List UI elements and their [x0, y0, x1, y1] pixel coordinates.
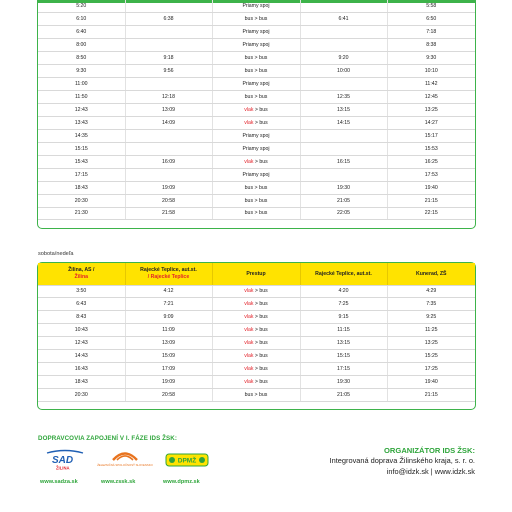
table-cell: [300, 168, 387, 181]
table-cell: 21:30: [38, 207, 125, 220]
table-cell: 11:09: [125, 324, 212, 337]
table-cell: [300, 129, 387, 142]
train-label: vlak: [244, 327, 254, 334]
header-zilina: Žilina, AS / Žilina: [38, 263, 125, 285]
table-row: [38, 337, 475, 350]
table-cell: 17:15: [300, 363, 387, 376]
table-cell: 17:53: [387, 168, 475, 181]
table-cell: 6:43: [38, 298, 125, 311]
table-cell: 14:35: [38, 129, 125, 142]
zssk-link[interactable]: www.zssk.sk: [101, 479, 136, 485]
table-cell: 6:10: [38, 13, 125, 26]
train-label: vlak: [244, 301, 254, 308]
table-cell: [125, 78, 212, 91]
carriers-title: DOPRAVCOVIA ZAPOJENÍ V I. FÁZE IDS ŽSK:: [38, 435, 178, 442]
table-cell: 9:30: [387, 52, 475, 65]
svg-text:ŽELEZNIČNÁ SPOLOČNOSŤ SLOVENSK: ŽELEZNIČNÁ SPOLOČNOSŤ SLOVENSKO: [97, 463, 153, 467]
table-cell: Priamy spoj: [212, 39, 300, 52]
train-label: vlak: [244, 379, 254, 386]
table-cell: bus > bus: [212, 91, 300, 104]
table-cell: [125, 129, 212, 142]
table-cell: 4:12: [125, 285, 212, 298]
table-row: [38, 39, 475, 52]
table-cell: 11:50: [38, 91, 125, 104]
table-cell: [125, 168, 212, 181]
table-cell: 19:09: [125, 181, 212, 194]
table-row: [38, 155, 475, 168]
table-cell: 22:05: [300, 207, 387, 220]
table-cell: 12:43: [38, 104, 125, 117]
organizer-contact[interactable]: info@idzk.sk | www.idzk.sk: [386, 467, 475, 476]
table-cell: 8:38: [387, 39, 475, 52]
table-cell: 19:09: [125, 376, 212, 389]
table-cell: 13:15: [300, 104, 387, 117]
table-cell: [125, 39, 212, 52]
zssk-logo[interactable]: [97, 449, 153, 473]
table-cell: 16:09: [125, 155, 212, 168]
table-cell: 13:25: [387, 337, 475, 350]
table-cell: 20:58: [125, 389, 212, 402]
header-prestup: Prestup: [212, 263, 300, 285]
table-cell: bus > bus: [212, 389, 300, 402]
table-cell: 9:20: [300, 52, 387, 65]
table-cell: 5:58: [387, 0, 475, 13]
table-cell: [212, 298, 300, 311]
table-cell: 14:15: [300, 116, 387, 129]
header-rajecke-teplice-departure: Rajecké Teplice, aut.st.: [300, 263, 387, 285]
table-row: [38, 194, 475, 207]
table-cell: 17:09: [125, 363, 212, 376]
table-cell: 17:25: [387, 363, 475, 376]
table-cell: 5:20: [38, 0, 125, 13]
table-cell: 11:25: [387, 324, 475, 337]
table-cell: 11:00: [38, 78, 125, 91]
transfer-rest: > bus: [253, 301, 268, 308]
table-cell: [125, 142, 212, 155]
table-cell: bus > bus: [212, 181, 300, 194]
dpmz-logo[interactable]: [165, 452, 209, 468]
table-cell: 9:15: [300, 311, 387, 324]
table-cell: 4:20: [300, 285, 387, 298]
table-cell: 9:30: [38, 65, 125, 78]
table-cell: 11:15: [300, 324, 387, 337]
table-cell: 9:25: [387, 311, 475, 324]
table-cell: Priamy spoj: [212, 0, 300, 13]
table-cell: [212, 155, 300, 168]
table-cell: [212, 337, 300, 350]
table-cell: [212, 350, 300, 363]
table-cell: 15:53: [387, 142, 475, 155]
table-cell: 7:35: [387, 298, 475, 311]
table-cell: [212, 324, 300, 337]
table-cell: 8:43: [38, 311, 125, 324]
train-label: vlak: [244, 366, 254, 373]
table-cell: 8:00: [38, 39, 125, 52]
transfer-rest: > bus: [253, 288, 268, 295]
table-row: [38, 311, 475, 324]
table-row: [38, 363, 475, 376]
table-cell: 19:30: [300, 376, 387, 389]
table-cell: 11:42: [387, 78, 475, 91]
table-row: [38, 91, 475, 104]
table-row: [38, 0, 475, 13]
table-row: [38, 116, 475, 129]
weekend-section-label: sobota/nedeľa: [38, 251, 74, 257]
table-cell: 21:15: [387, 389, 475, 402]
table-cell: 13:09: [125, 104, 212, 117]
table-cell: 10:10: [387, 65, 475, 78]
table-cell: [212, 116, 300, 129]
table-cell: 13:25: [387, 104, 475, 117]
table-cell: 20:30: [38, 389, 125, 402]
sadza-link[interactable]: www.sadza.sk: [40, 479, 78, 485]
table-cell: Priamy spoj: [212, 78, 300, 91]
table-cell: 18:43: [38, 376, 125, 389]
transfer-rest: > bus: [253, 366, 268, 373]
table-cell: 17:15: [38, 168, 125, 181]
table-cell: [300, 26, 387, 39]
table-row: [38, 13, 475, 26]
table-cell: [212, 311, 300, 324]
table-cell: 15:09: [125, 350, 212, 363]
header-kunerad: Kunerad, ZŠ: [387, 263, 475, 285]
table-cell: 21:15: [387, 194, 475, 207]
table-cell: 7:25: [300, 298, 387, 311]
table-cell: 14:09: [125, 116, 212, 129]
table-cell: 12:45: [387, 91, 475, 104]
table-cell: 15:25: [387, 350, 475, 363]
transfer-rest: > bus: [253, 158, 268, 165]
table-cell: Priamy spoj: [212, 168, 300, 181]
transfer-rest: > bus: [253, 314, 268, 321]
table-cell: 9:18: [125, 52, 212, 65]
table-row: [38, 65, 475, 78]
table-cell: [212, 104, 300, 117]
table-cell: 8:50: [38, 52, 125, 65]
table-cell: 15:17: [387, 129, 475, 142]
table-row: [38, 129, 475, 142]
table-row: [38, 376, 475, 389]
table-cell: Priamy spoj: [212, 142, 300, 155]
transfer-rest: > bus: [253, 379, 268, 386]
table-cell: 21:05: [300, 194, 387, 207]
svg-text:DPMŽ: DPMŽ: [177, 457, 197, 465]
transfer-rest: > bus: [253, 106, 268, 113]
table-cell: 15:15: [38, 142, 125, 155]
table-cell: 10:00: [300, 65, 387, 78]
train-label: vlak: [244, 158, 254, 165]
table-cell: 9:56: [125, 65, 212, 78]
train-label: vlak: [244, 340, 254, 347]
transfer-rest: > bus: [253, 353, 268, 360]
table-cell: 13:09: [125, 337, 212, 350]
table-cell: bus > bus: [212, 65, 300, 78]
table-cell: 21:58: [125, 207, 212, 220]
table-cell: 7:18: [387, 26, 475, 39]
table-cell: 7:21: [125, 298, 212, 311]
table-cell: bus > bus: [212, 207, 300, 220]
weekend-table-header: [38, 263, 475, 285]
table-cell: [300, 142, 387, 155]
svg-text:ŽILINA: ŽILINA: [56, 465, 70, 471]
table-cell: [300, 78, 387, 91]
table-cell: bus > bus: [212, 13, 300, 26]
table-cell: 13:43: [38, 116, 125, 129]
weekday-timetable: [38, 0, 475, 220]
train-label: vlak: [244, 353, 254, 360]
table-cell: 9:09: [125, 311, 212, 324]
weekend-timetable: [38, 263, 475, 402]
table-cell: 10:43: [38, 324, 125, 337]
organizer-title: ORGANIZÁTOR IDS ŽSK:: [384, 446, 475, 455]
table-cell: 3:50: [38, 285, 125, 298]
sad-zilina-logo[interactable]: [44, 449, 86, 471]
table-cell: 20:58: [125, 194, 212, 207]
table-row: [38, 350, 475, 363]
table-row: [38, 104, 475, 117]
table-cell: 14:27: [387, 116, 475, 129]
table-cell: [212, 376, 300, 389]
table-row: [38, 26, 475, 39]
dpmz-link[interactable]: www.dpmz.sk: [163, 479, 200, 485]
table-cell: 6:41: [300, 13, 387, 26]
table-cell: [300, 39, 387, 52]
train-label: vlak: [244, 314, 254, 321]
transfer-rest: > bus: [253, 340, 268, 347]
table-row: [38, 207, 475, 220]
table-cell: 16:15: [300, 155, 387, 168]
table-row: [38, 285, 475, 298]
table-row: [38, 52, 475, 65]
train-label: vlak: [244, 119, 254, 126]
table-row: [38, 78, 475, 91]
table-cell: Priamy spoj: [212, 26, 300, 39]
table-cell: [212, 285, 300, 298]
table-cell: bus > bus: [212, 52, 300, 65]
table-cell: [212, 363, 300, 376]
table-cell: Priamy spoj: [212, 129, 300, 142]
table-cell: 4:29: [387, 285, 475, 298]
table-cell: 13:15: [300, 337, 387, 350]
table-row: [38, 298, 475, 311]
table-cell: 18:43: [38, 181, 125, 194]
transfer-rest: > bus: [253, 327, 268, 334]
table-cell: [300, 0, 387, 13]
table-row: [38, 324, 475, 337]
table-row: [38, 389, 475, 402]
table-cell: bus > bus: [212, 194, 300, 207]
table-cell: 15:15: [300, 350, 387, 363]
table-row: [38, 181, 475, 194]
table-cell: 22:15: [387, 207, 475, 220]
table-cell: 16:25: [387, 155, 475, 168]
table-cell: 12:35: [300, 91, 387, 104]
table-cell: 6:40: [38, 26, 125, 39]
train-label: vlak: [244, 288, 254, 295]
table-cell: 15:43: [38, 155, 125, 168]
table-row: [38, 168, 475, 181]
table-cell: 6:38: [125, 13, 212, 26]
table-cell: [125, 0, 212, 13]
table-cell: 12:43: [38, 337, 125, 350]
table-cell: 6:50: [387, 13, 475, 26]
table-cell: 14:43: [38, 350, 125, 363]
header-rajecke-teplice-arrival: Rajecké Teplice, aut.st. / Rajecké Teplice: [125, 263, 212, 285]
table-row: [38, 142, 475, 155]
transfer-rest: > bus: [253, 119, 268, 126]
table-cell: 20:30: [38, 194, 125, 207]
table-cell: 19:40: [387, 181, 475, 194]
organizer-name: Integrovaná doprava Žilinského kraja, s. r. o.: [329, 456, 475, 465]
table-cell: [125, 26, 212, 39]
svg-text:SAD: SAD: [52, 455, 74, 466]
table-cell: 12:18: [125, 91, 212, 104]
table-cell: 19:30: [300, 181, 387, 194]
train-label: vlak: [244, 106, 254, 113]
table-cell: 21:05: [300, 389, 387, 402]
table-cell: 19:40: [387, 376, 475, 389]
table-cell: 16:43: [38, 363, 125, 376]
